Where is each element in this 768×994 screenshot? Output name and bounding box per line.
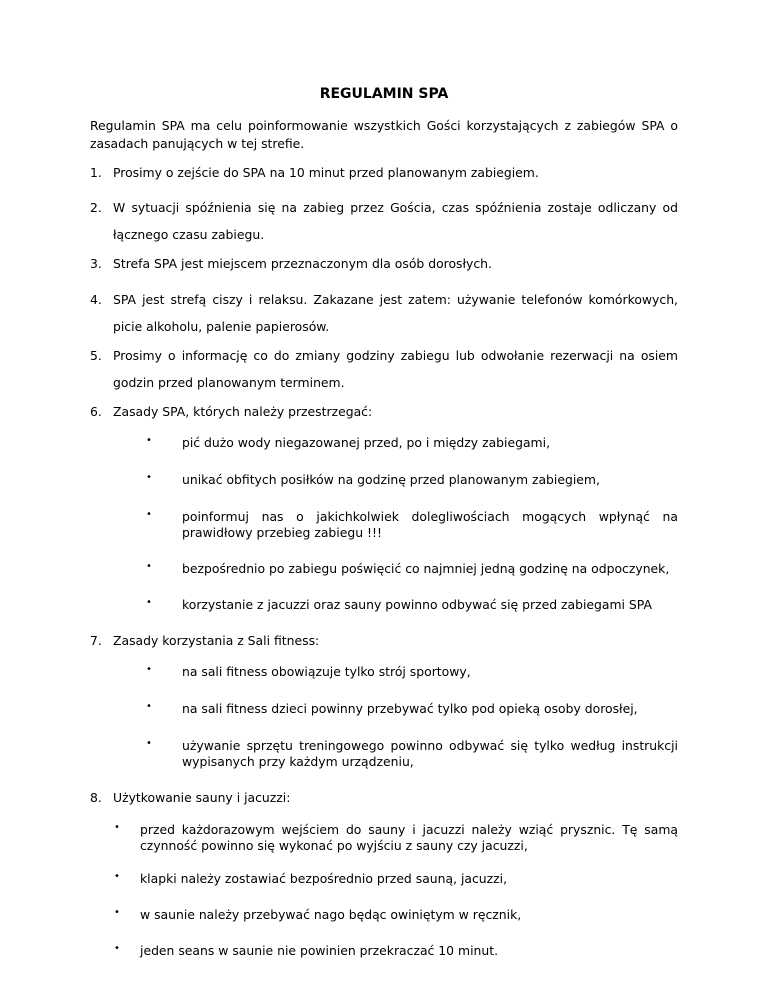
bullet-text: przed każdorazowym wejściem do sauny i jacuzzi należy wziąć prysznic. Tę samą czynność powinno się wykonać po wyjściu z sauny czy jacuzzi, [140, 822, 678, 853]
bullet-text: korzystanie z jacuzzi oraz sauny powinno odbywać się przed zabiegami SPA [182, 597, 652, 612]
item-number: 7. [90, 633, 102, 648]
bullet-icon: • [146, 435, 152, 446]
item-text: W sytuacji spóźnienia się na zabieg przez Gościa, czas spóźnienia zostaje odliczany od łącznego czasu zabiegu. [113, 200, 678, 242]
bullet-icon: • [114, 943, 120, 954]
item-number: 3. [90, 256, 102, 271]
bullet-text: bezpośrednio po zabiegu poświęcić co najmniej jedną godzinę na odpoczynek, [182, 561, 670, 576]
bullet-text: klapki należy zostawiać bezpośrednio przed sauną, jacuzzi, [140, 871, 508, 886]
bullet-text: na sali fitness dzieci powinny przebywać tylko pod opieką osoby dorosłej, [182, 701, 638, 716]
bullet-text: używanie sprzętu treningowego powinno odbywać się tylko według instrukcji wypisanych przy każdym urządzeniu, [182, 738, 678, 769]
item-number: 2. [90, 200, 102, 215]
item-number: 6. [90, 404, 102, 419]
bullet-icon: • [146, 509, 152, 520]
item-text: Zasady SPA, których należy przestrzegać: [113, 404, 373, 419]
item-text: Prosimy o zejście do SPA na 10 minut przed planowanym zabiegiem. [113, 165, 539, 180]
item-text: Zasady korzystania z Sali fitness: [113, 633, 320, 648]
item-number: 1. [90, 165, 102, 180]
bullet-icon: • [146, 561, 152, 572]
item-text: SPA jest strefą ciszy i relaksu. Zakazane jest zatem: używanie telefonów komórkowych, picie alkoholu, palenie papierosów. [113, 292, 678, 334]
item-number: 8. [90, 790, 102, 805]
bullet-icon: • [146, 738, 152, 749]
bullet-text: w saunie należy przebywać nago będąc owiniętym w ręcznik, [140, 907, 522, 922]
item-number: 4. [90, 292, 102, 307]
bullet-text: jeden seans w saunie nie powinien przekraczać 10 minut. [140, 943, 499, 958]
item-text: Prosimy o informację co do zmiany godziny zabiegu lub odwołanie rezerwacji na osiem godzin przed planowanym terminem. [113, 348, 678, 390]
bullet-icon: • [114, 871, 120, 882]
bullet-icon: • [114, 907, 120, 918]
document-page [90, 0, 678, 994]
item-text: Użytkowanie sauny i jacuzzi: [113, 790, 291, 805]
bullet-icon: • [146, 701, 152, 712]
item-number: 5. [90, 348, 102, 363]
bullet-text: poinformuj nas o jakichkolwiek dolegliwościach mogących wpłynąć na prawidłowy przebieg zabiegu !!! [182, 509, 678, 540]
intro-paragraph: Regulamin SPA ma celu poinformowanie wszystkich Gości korzystających z zabiegów SPA o zasadach panujących w tej strefie. [90, 118, 678, 151]
bullet-text: pić dużo wody niegazowanej przed, po i między zabiegami, [182, 435, 551, 450]
bullet-icon: • [146, 597, 152, 608]
bullet-text: unikać obfitych posiłków na godzinę przed planowanym zabiegiem, [182, 472, 600, 487]
bullet-icon: • [114, 822, 120, 833]
bullet-text: na sali fitness obowiązuje tylko strój sportowy, [182, 664, 471, 679]
document-title: REGULAMIN SPA [319, 86, 449, 102]
bullet-icon: • [146, 472, 152, 483]
bullet-icon: • [146, 664, 152, 675]
item-text: Strefa SPA jest miejscem przeznaczonym dla osób dorosłych. [113, 256, 492, 271]
